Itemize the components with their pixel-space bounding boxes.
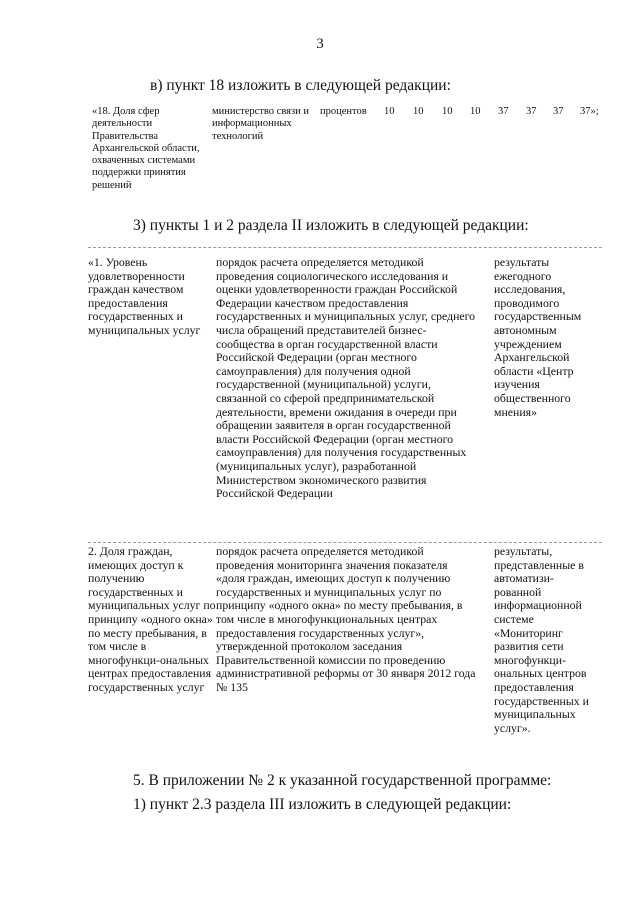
heading-item-1: 1) пункт 2.3 раздела III изложить в следующей редакции: <box>133 796 512 813</box>
row2-indicator-name: 2. Доля граждан, имеющих доступ к получению государственных и муниципальных услуг по принципу «одного окна» по месту пребывания, в том числе в многофункци-ональных центрах предоставления государственных услуг <box>88 544 216 694</box>
table-row-divider <box>88 542 602 543</box>
row18-value: 10 <box>413 106 424 117</box>
row18-value: 37 <box>553 106 564 117</box>
page-number: 3 <box>316 36 324 52</box>
heading-item-3: 3) пункты 1 и 2 раздела II изложить в следующей редакции: <box>133 217 529 234</box>
heading-paragraph-v: в) пункт 18 изложить в следующей редакции: <box>150 77 451 94</box>
row18-value: 37 <box>498 106 509 117</box>
row18-indicator-name: «18. Доля сфер деятельности Правительства Архангельской области, охваченных системами поддержки принятия решений <box>92 106 200 191</box>
row1-indicator-name: «1. Уровень удовлетворенности граждан качеством предоставления государственных и муниципальных услуг <box>88 255 201 337</box>
row18-unit: процентов <box>320 106 367 117</box>
row2-calculation-method: порядок расчета определяется методикой проведения мониторинга значения показателя «доля граждан, имеющих доступ к получению государственных и муниципальных услуг по принципу «одного окна» по месту пребывания, в том числе в многофункциональных центрах предоставления государственных услуг», утвержденной протоколом заседания Правительственной комиссии по проведению административной реформы от 30 января 2012 года № 135 <box>216 544 476 694</box>
row1-calculation-method: порядок расчета определяется методикой проведения социологического исследования и оценки удовлетворенности граждан Российской Федерации качеством предоставления государственных и муниципальных услуг, среднего числа обращений представителей бизнес-сообщества в орган государственной власти Российской Федерации (орган местного самоуправления) для получения одной государственной (муниципальной) услуги, связанной со сферой предпринимательской деятельности, времени ожидания в очереди при обращении заявителя в орган государственной власти Российской Федерации (орган местного самоуправления) для получения государственных (муниципальных услуг), разработанной Министерством экономического развития Российской Федерации <box>216 255 476 501</box>
row18-value: 10 <box>442 106 453 117</box>
table-top-border <box>88 247 602 248</box>
heading-item-5: 5. В приложении № 2 к указанной государственной программе: <box>133 772 552 789</box>
row18-value: 37 <box>526 106 537 117</box>
row18-ministry: министерство связи и информационных технологий <box>212 106 309 142</box>
row18-value: 10 <box>384 106 395 117</box>
row18-value: 10 <box>470 106 481 117</box>
row1-data-source: результаты ежегодного исследования, проводимого государственным автономным учреждением Архангельской области «Центр изучения общественного мнения» <box>494 255 582 419</box>
row2-data-source: результаты, представленные в автоматизи-рованной информационной системе «Мониторинг развития сети многофункци-ональных центров предоставления государственных и муниципальных услуг». <box>494 544 589 735</box>
row18-value: 37»; <box>580 106 599 117</box>
